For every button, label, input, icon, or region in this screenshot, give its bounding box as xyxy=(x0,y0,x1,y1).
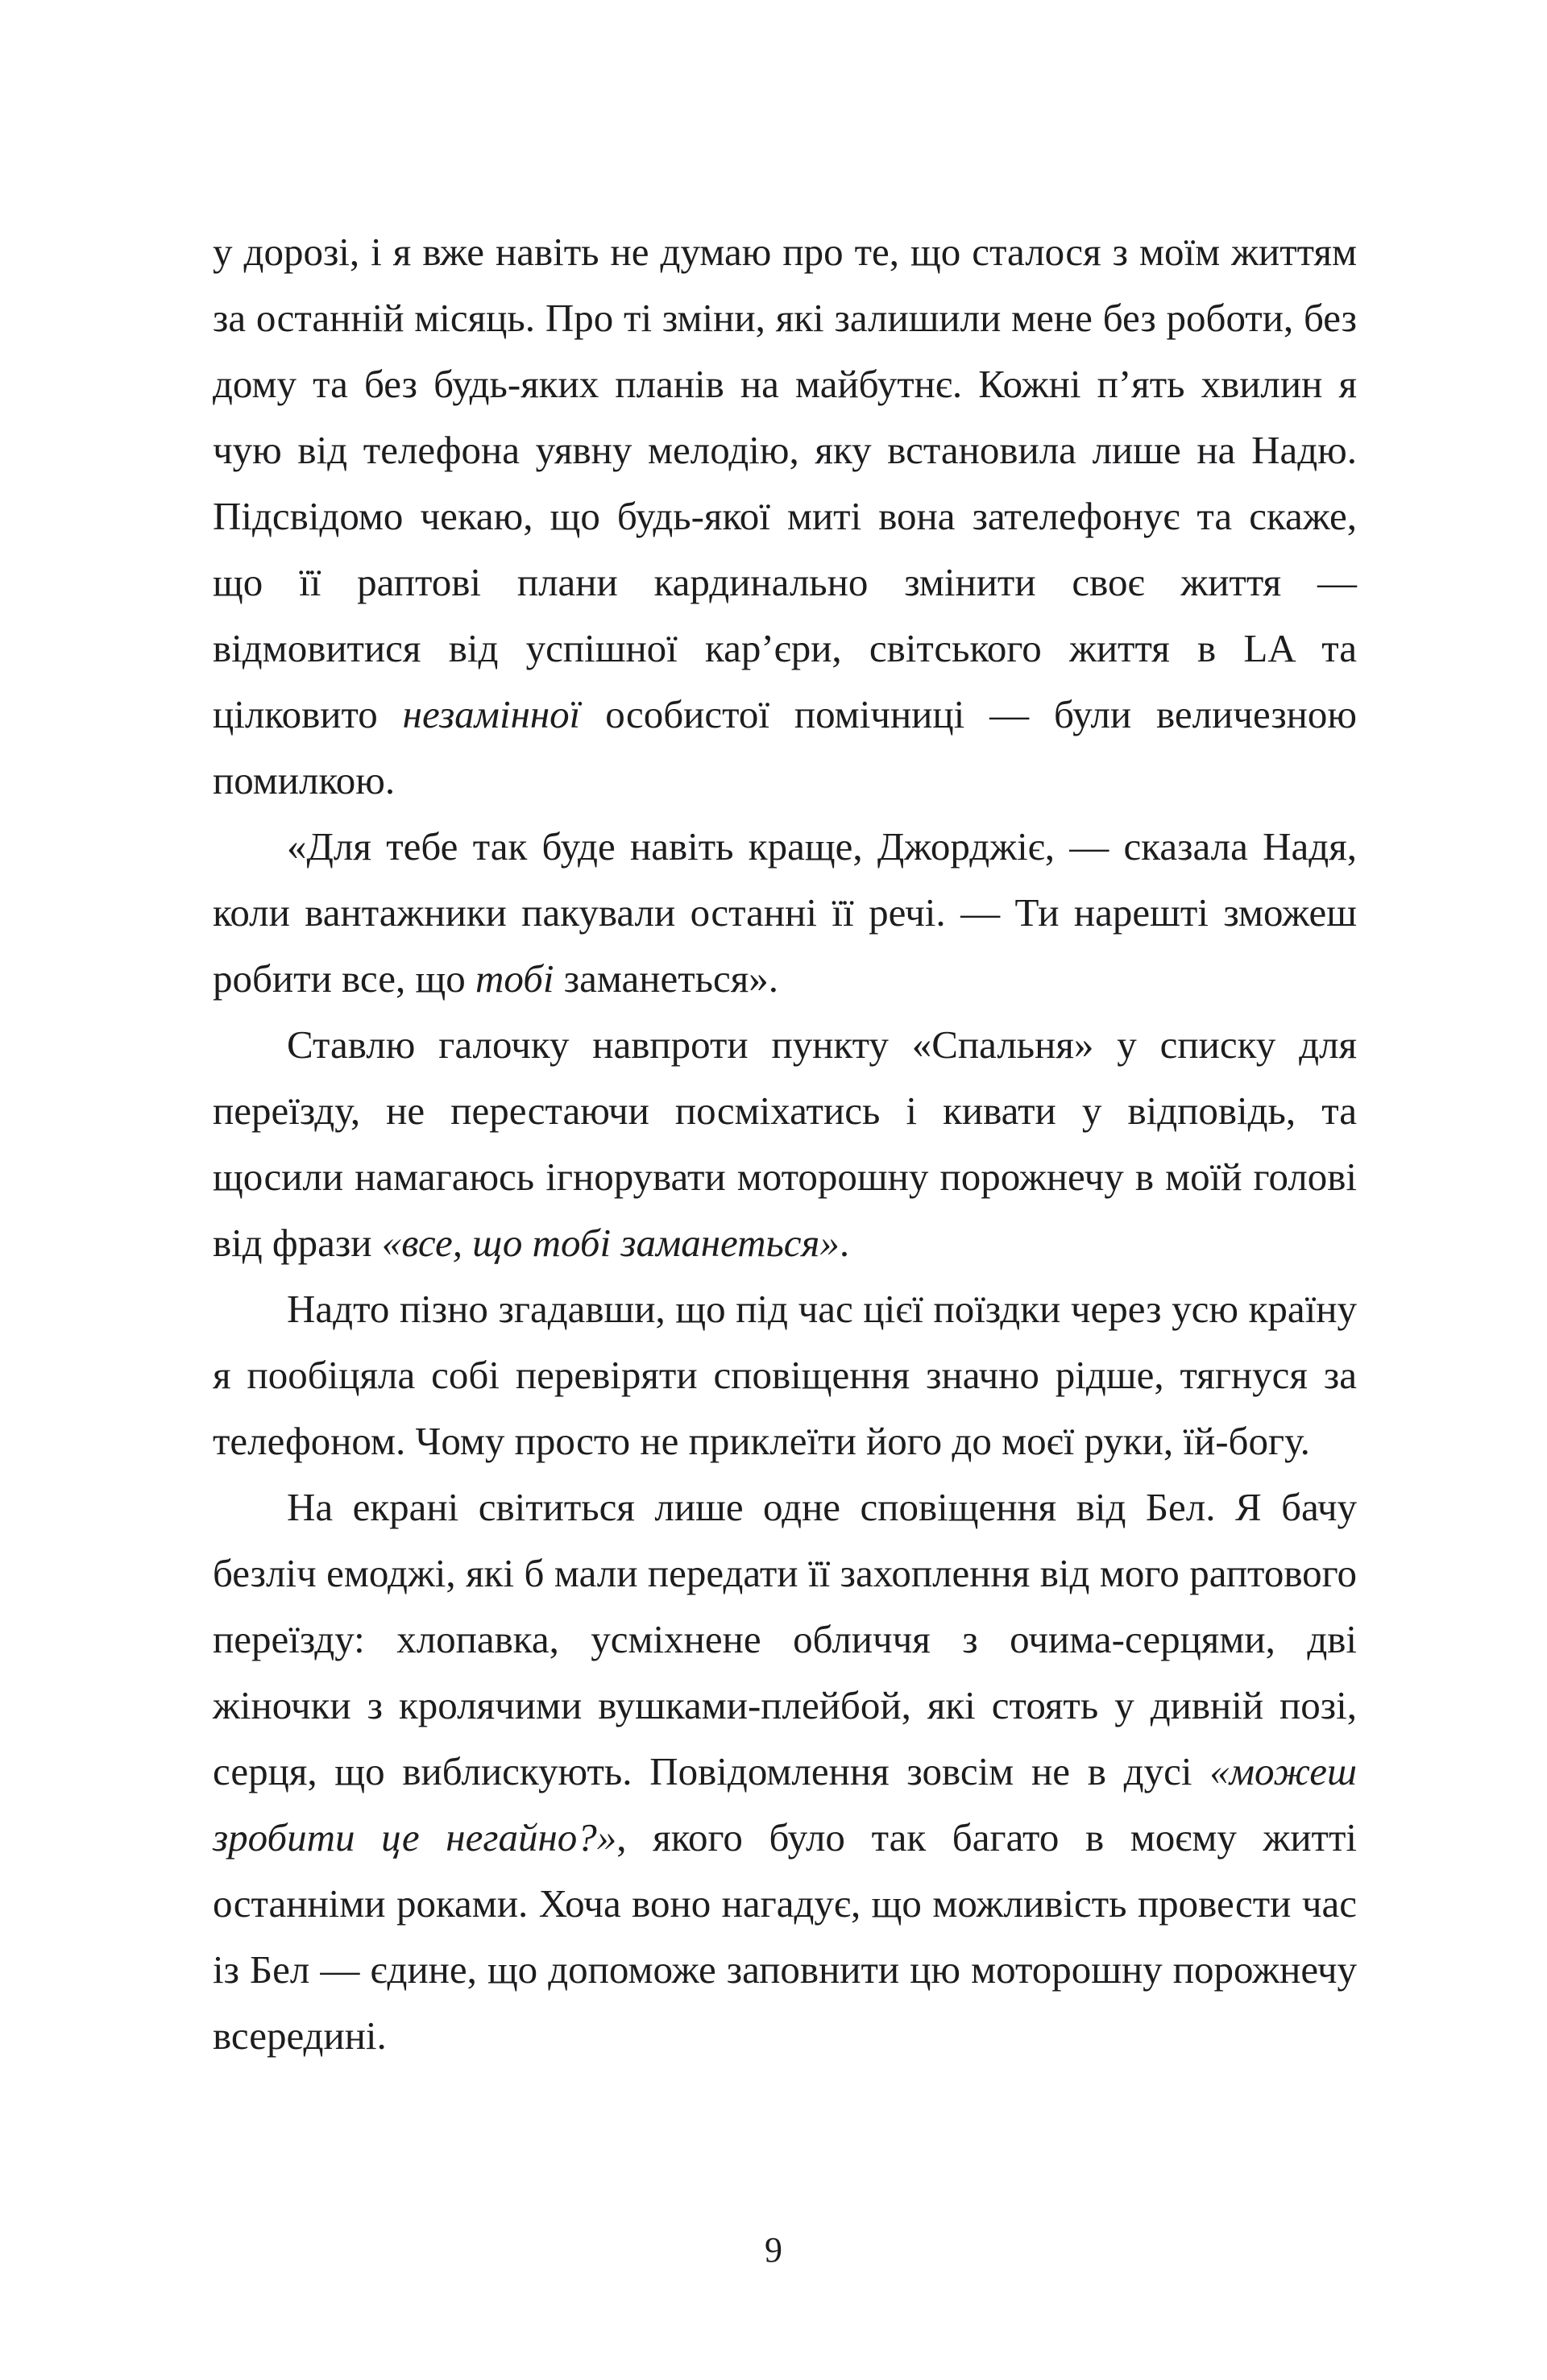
text-run: особистої помічниці — були величезною помилкою. xyxy=(213,692,1358,802)
italic-text-run: незамінної xyxy=(402,692,581,736)
text-run: . xyxy=(839,1221,850,1265)
text-run: На екрані світиться лише одне сповіщення від Бел. Я бачу безліч емоджі, які б мали передати її захоплення від мого раптового переїзду: хлопавка, усміхнене обличчя з очима-серцями, дві жіночки з кролячими вушками-плейбой, які стоять у дивній позі, серця, що виблискують. Повідомлення зовсім не в дусі xyxy=(213,1485,1357,1793)
paragraph xyxy=(213,1012,1357,1276)
paragraph xyxy=(213,219,1357,814)
paragraph xyxy=(213,1474,1357,2069)
paragraph xyxy=(213,814,1357,1012)
italic-text-run: «можеш зробити це негайно?» xyxy=(213,1749,1357,1860)
text-block xyxy=(213,219,1357,2069)
text-run: заманеться». xyxy=(554,956,779,1001)
text-run: «Для тебе так буде навіть краще, Джорджіє, — сказала Надя, коли вантажники пакували останні її речі. — Ти нарешті зможеш робити все, що xyxy=(213,824,1357,1001)
text-run: , якого було так багато в моєму житті останніми роками. Хоча воно нагадує, що можливість провести час із Бел — єдине, що допоможе заповнити цю моторошну порожнечу всередині. xyxy=(213,1815,1357,2058)
paragraph xyxy=(213,1276,1357,1474)
text-run: Надто пізно згадавши, що під час цієї поїздки через усю країну я пообіцяла собі перевіряти сповіщення значно рідше, тягнуся за телефоном. Чому просто не приклеїти його до моєї руки, їй-богу. xyxy=(213,1287,1357,1463)
text-run: у дорозі, і я вже навіть не думаю про те, що сталося з моїм життям за останній місяць. Про ті зміни, які залишили мене без роботи, без дому та без будь-яких планів на майбутнє. Кожні п’ять хвилин я чую від телефона уявну мелодію, яку встановила лише на Надю. Підсвідомо чекаю, що будь-якої миті вона зателефонує та скаже, що її раптові плани кардинально змінити своє життя — відмовитися від успішної кар’єри, світського життя в LA та цілковито xyxy=(213,230,1357,736)
text-run: Ставлю галочку навпроти пункту «Спальня» у списку для переїзду, не перестаючи посміхатись і кивати у відповідь, та щосили намагаюсь ігнорувати моторошну порожнечу в моїй голові від фрази xyxy=(213,1022,1357,1265)
italic-text-run: «все, що тобі заманеться» xyxy=(381,1221,840,1265)
page-number: 9 xyxy=(765,2230,782,2270)
italic-text-run: тобі xyxy=(475,956,554,1001)
